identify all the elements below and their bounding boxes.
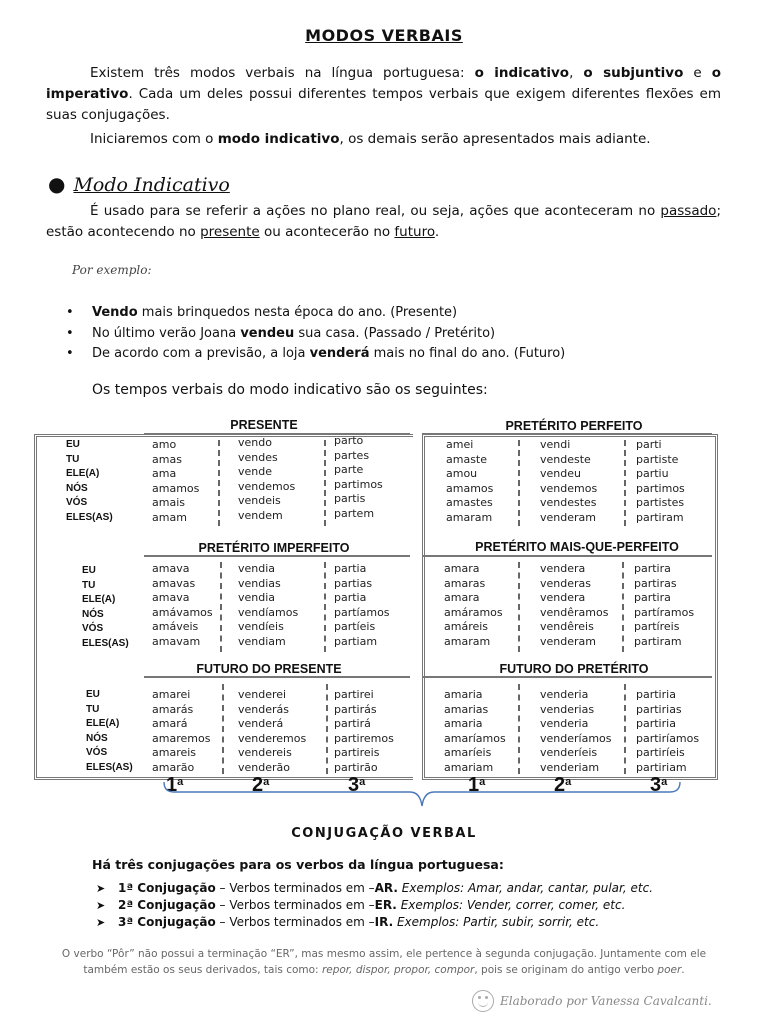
column-2a-conj: vendo vendes vende vendemos vendeis vendem: [238, 436, 296, 522]
column-1a-conj: amo amas ama amamos amais amam: [152, 438, 200, 524]
brace-icon: [162, 780, 682, 810]
column-1a-conj: amaria amarias amaria amaríamos amaríeis amariam: [444, 688, 506, 774]
divider: [422, 433, 712, 435]
column-separator: [222, 684, 224, 774]
list-item: • Vendo mais brinquedos nesta época do ano. (Presente): [66, 303, 565, 324]
conjugation-number: 1$^a$: [166, 774, 184, 796]
intro-paragraph: Existem três modos verbais na língua portuguesa: o indicativo, o subjuntivo e o imperativo. Cada um deles possui diferentes tempos verbais que exigem diferentes flexões em suas conjugações.: [46, 65, 721, 123]
list-item: ➤ 1ª Conjugação – Verbos terminados em –AR. Exemplos: Amar, andar, cantar, pular, etc.: [96, 880, 653, 897]
column-separator: [624, 440, 626, 526]
list-item: • De acordo com a previsão, a loja venderá mais no final do ano. (Futuro): [66, 344, 565, 365]
column-1a-conj: amei amaste amou amamos amastes amaram: [446, 438, 494, 524]
table-heading-futuro-presente: FUTURO DO PRESENTE: [196, 662, 342, 676]
smiley-icon: [472, 990, 494, 1012]
column-3a-conj: parti partiste partiu partimos partistes partiram: [636, 438, 685, 524]
divider: [422, 555, 712, 557]
tempos-intro: Os tempos verbais do modo indicativo são os seguintes:: [92, 382, 488, 398]
column-3a-conj: partira partiras partira partíramos partíreis partiram: [634, 562, 695, 648]
persons-column: EU TU ELE(A) NÓS VÓS ELES(AS): [86, 689, 133, 773]
column-separator: [220, 562, 222, 652]
list-item: • No último verão Joana vendeu sua casa. (Passado / Pretérito): [66, 324, 565, 345]
conjugation-number: 3$^a$: [348, 774, 366, 796]
example-label: Por exemplo:: [72, 263, 152, 277]
conjugation-number: 2$^a$: [252, 774, 270, 796]
divider: [422, 676, 712, 678]
column-separator: [324, 440, 326, 526]
column-1a-conj: amara amaras amara amáramos amáreis amaram: [444, 562, 503, 648]
conjugation-intro: Há três conjugações para os verbos da língua portuguesa:: [92, 857, 504, 872]
column-separator: [324, 562, 326, 652]
table-heading-mais-que-perfeito: PRETÉRITO MAIS-QUE-PERFEITO: [475, 540, 679, 554]
column-2a-conj: vendera venderas vendera vendêramos vendêreis venderam: [540, 562, 609, 648]
column-3a-conj: partia partias partia partíamos partíeis partiam: [334, 562, 390, 648]
column-1a-conj: amarei amarás amará amaremos amareis amarão: [152, 688, 211, 774]
column-2a-conj: vendia vendias vendia vendíamos vendíeis vendiam: [238, 562, 299, 648]
column-separator: [326, 684, 328, 774]
persons-column: EU TU ELE(A) NÓS VÓS ELES(AS): [66, 439, 113, 523]
column-3a-conj: partirei partirás partirá partiremos partireis partirão: [334, 688, 394, 774]
intro-paragraph-2: Iniciaremos com o modo indicativo, os demais serão apresentados mais adiante.: [90, 131, 651, 147]
conjugation-number: 1$^a$: [468, 774, 486, 796]
column-2a-conj: venderei venderás venderá venderemos vendereis venderão: [238, 688, 307, 774]
conjugation-number: 2$^a$: [554, 774, 572, 796]
author-credit: Elaborado por Vanessa Cavalcanti.: [472, 990, 712, 1012]
column-separator: [518, 562, 520, 652]
column-separator: [518, 440, 520, 526]
column-separator: [218, 440, 220, 526]
conjugation-tables: [34, 412, 716, 796]
page-title: MODOS VERBAIS: [305, 26, 463, 45]
bullet-icon: ●: [48, 172, 66, 196]
table-heading-presente: PRESENTE: [230, 418, 298, 432]
column-2a-conj: vendi vendeste vendeu vendemos vendestes venderam: [540, 438, 598, 524]
conjugation-title: CONJUGAÇÃO VERBAL: [291, 826, 477, 841]
divider: [144, 676, 410, 678]
table-heading-imperfeito: PRETÉRITO IMPERFEITO: [198, 541, 350, 555]
list-item: ➤ 2ª Conjugação – Verbos terminados em –ER. Exemplos: Vender, correr, comer, etc.: [96, 897, 653, 914]
conjugation-list: [96, 880, 653, 931]
column-separator: [622, 562, 624, 652]
column-1a-conj: amava amavas amava amávamos amáveis amavam: [152, 562, 213, 648]
footnote: O verbo “Pôr” não possui a terminação “ER”, mas mesmo assim, ele pertence à segunda conjugação. Juntamente com ele também estão os seus derivados, tais como: repor, dispor, propor, compor, pois se originam do antigo verbo poer.: [61, 948, 707, 976]
divider: [144, 555, 410, 557]
example-list: [66, 303, 565, 365]
list-item: ➤ 3ª Conjugação – Verbos terminados em –IR. Exemplos: Partir, subir, sorrir, etc.: [96, 914, 653, 931]
column-2a-conj: venderia venderias venderia venderíamos venderíeis venderiam: [540, 688, 612, 774]
column-separator: [624, 684, 626, 774]
table-heading-futuro-preterito: FUTURO DO PRETÉRITO: [499, 662, 649, 676]
section-heading: ● Modo Indicativo: [48, 172, 230, 196]
column-separator: [518, 684, 520, 774]
column-3a-conj: partiria partirias partiria partiríamos partiríeis partiriam: [636, 688, 700, 774]
column-3a-conj: parto partes parte partimos partis partem: [334, 434, 383, 520]
conjugation-number: 3$^a$: [650, 774, 668, 796]
persons-column: EU TU ELE(A) NÓS VÓS ELES(AS): [82, 565, 129, 649]
table-heading-perfeito: PRETÉRITO PERFEITO: [505, 419, 643, 433]
section-paragraph: É usado para se referir a ações no plano real, ou seja, ações que aconteceram no passado; estão acontecendo no presente ou acontecerão no futuro.: [46, 203, 721, 240]
